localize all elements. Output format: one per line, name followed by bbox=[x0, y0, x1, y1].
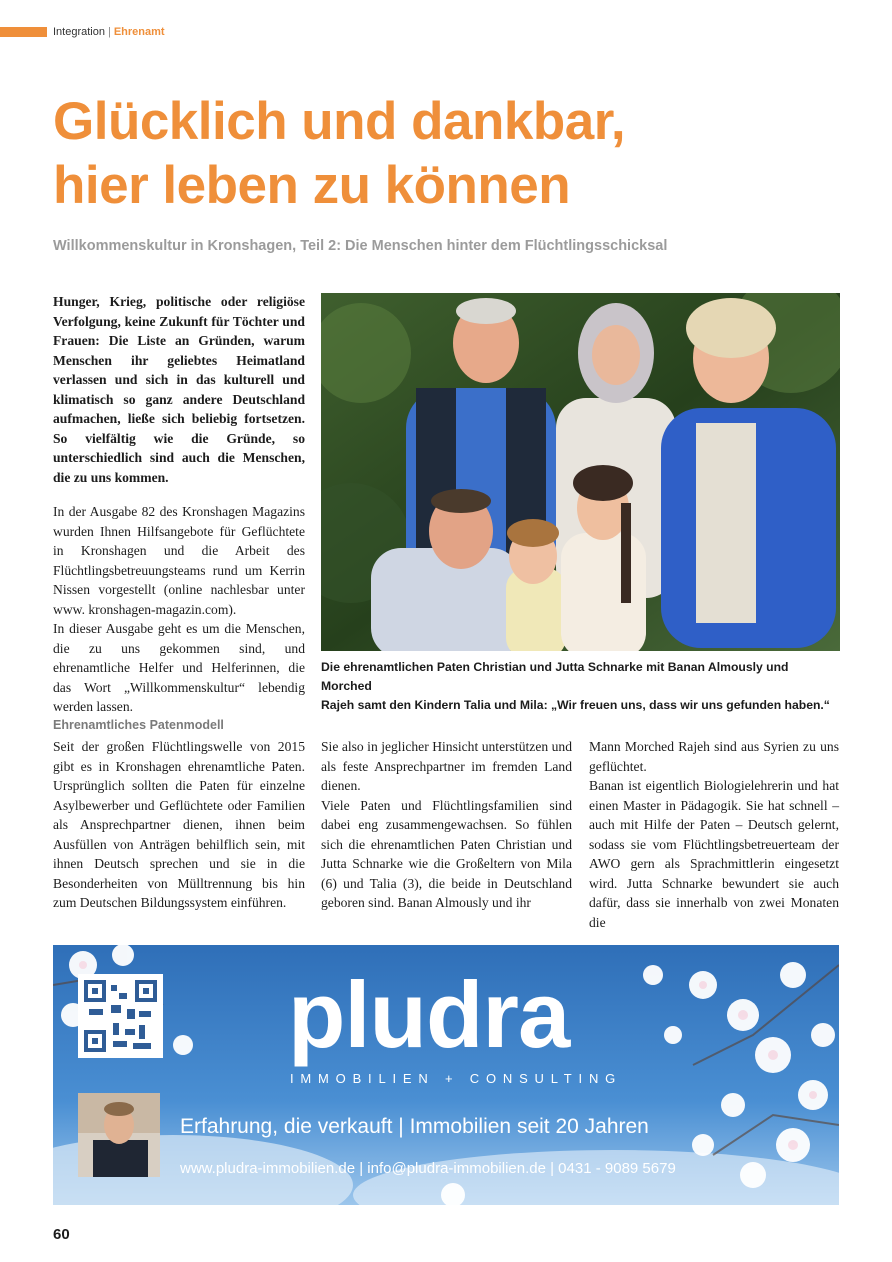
caption-line-1: Die ehrenamtlichen Paten Christian und Jutta Schnarke mit Banan Almously und Morched bbox=[321, 660, 789, 693]
body-column-3 bbox=[589, 737, 839, 932]
header-section: Integration bbox=[53, 26, 105, 38]
header-separator: | bbox=[107, 26, 111, 38]
col2-paragraph-1: Sie also in jeglicher Hinsicht unterstützen und als feste Ansprechpartner im fremden Land dienen. bbox=[321, 739, 572, 793]
photo-caption bbox=[321, 658, 841, 715]
intro-paragraph-1: In der Ausgabe 82 des Kronshagen Magazins wurden Ihnen Hilfsangebote für Geflüchtete in Kronshagen und die Arbeit des Flüchtlingsbetreuungsteams rund um Kerrin Nissen vorgestellt (online nachlesbar unter www. kronshagen-magazin.com). bbox=[53, 504, 305, 617]
col1-paragraph: Seit der großen Flüchtlingswelle von 2015 gibt es in Kronshagen ehrenamtliche Paten. Ursprünglich sollten die Paten für einzelne Asylbewerber und Geflüchtete oder Familien als Ansprechpartner dienen, ihnen beim Ausfüllen von Anträgen behilflich sein, mit ihnen Deutsch sprechen und sie in die Besonderheiten von Mülltrennung bis hin zum Deutschen Bildungssystem einführen. bbox=[53, 739, 305, 910]
article-intro bbox=[53, 502, 305, 717]
article-lead: Hunger, Krieg, politische oder religiöse Verfolgung, keine Zukunft für Töchter und Frauen: Die Liste an Gründen, warum Menschen ihr geliebtes Heimatland verlassen und sich in das kulturell und klimatisch so ganz andere Deutschland aufmachen, ließe sich beliebig fortsetzen. So vielfältig wie die Gründe, so unterschiedlich sind auch die Menschen, die zu uns kommen. bbox=[53, 294, 305, 485]
article-title bbox=[53, 90, 853, 218]
col3-paragraph-1: Mann Morched Rajeh sind aus Syrien zu uns geflüchtet. bbox=[589, 739, 839, 774]
section-heading: Ehrenamtliches Patenmodell bbox=[53, 718, 224, 732]
header-accent-bar bbox=[0, 27, 47, 37]
page-number: 60 bbox=[53, 1226, 70, 1243]
article-subtitle: Willkommenskultur in Kronshagen, Teil 2: Die Menschen hinter dem Flüchtlingsschicksal bbox=[53, 238, 668, 254]
pludra-advertisement[interactable] bbox=[53, 945, 839, 1205]
body-column-1 bbox=[53, 737, 305, 913]
title-line-2: hier leben zu können bbox=[53, 156, 571, 215]
ad-brand: pludra bbox=[288, 962, 570, 1067]
ad-contact[interactable]: www.pludra-immobilien.de | info@pludra-immobilien.de | 0431 - 9089 5679 bbox=[180, 1160, 676, 1177]
title-line-1: Glücklich und dankbar, bbox=[53, 92, 626, 151]
body-column-2 bbox=[321, 737, 572, 913]
section-header bbox=[53, 26, 165, 38]
family-photo-illustration bbox=[321, 293, 840, 651]
family-photo bbox=[321, 293, 840, 651]
ad-tagline: IMMOBILIEN + CONSULTING bbox=[290, 1071, 623, 1086]
header-category: Ehrenamt bbox=[113, 26, 165, 38]
col2-paragraph-2: Viele Paten und Flüchtlingsfamilien sind dabei eng zusammengewachsen. So fühlen sich die ehrenamtlichen Paten Christian und Jutta Schnarke wie die Großeltern von Mila (6) und Talia (3), die beide in Deutschland geboren sind. Banan Almously und ihr bbox=[321, 797, 572, 910]
caption-line-2: Rajeh samt den Kindern Talia und Mila: „Wir freuen uns, dass wir uns gefunden haben.“ bbox=[321, 698, 830, 712]
intro-paragraph-2: In dieser Ausgabe geht es um die Menschen, die zu uns gekommen sind, und ehrenamtliche Helfer und Helferinnen, die das Wort „Willkommenskultur“ lebendig werden lassen. bbox=[53, 621, 305, 714]
col3-paragraph-2: Banan ist eigentlich Biologielehrerin und hat einen Master in Pädagogik. Sie hat schnell – auch mit Hilfe der Paten – Deutsch gelernt, sodass sie vom Flüchtlingsbetreuerteam der AWO gern als Sprachmittlerin eingesetzt wird. Jutta Schnarke bewundert sie auch dafür, dass sie innerhalb von zwei Monaten die bbox=[589, 778, 839, 930]
ad-headline: Erfahrung, die verkauft | Immobilien seit 20 Jahren bbox=[180, 1115, 649, 1138]
